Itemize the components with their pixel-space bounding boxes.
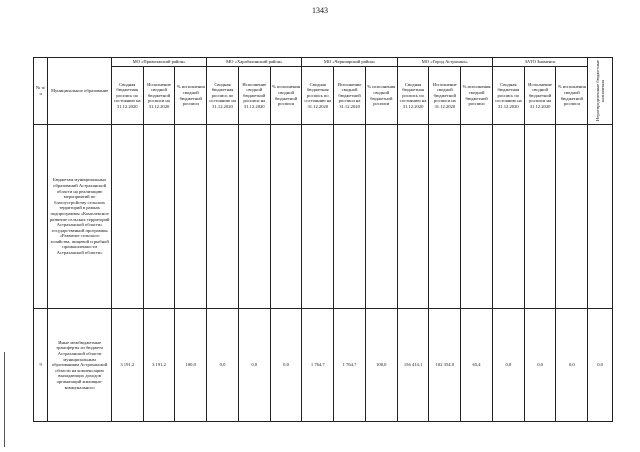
cell-value: 3 191,2 [143,309,175,422]
cell-value: 1 764,7 [334,309,366,422]
sub-header-fact: Исполнение сводной бюджетной росписи на 31.12.2020 [524,67,556,125]
cell-value: 0,0 [492,309,524,422]
cell-value: 0,0 [207,309,239,422]
sub-header-percent: % исполнения сводной бюджетной росписи [461,67,493,125]
cell-value: 0,0 [524,309,556,422]
cell-value [238,125,270,309]
cell-value [492,125,524,309]
row-name: Иные межбюджетные трансферты из бюджета Астраханской области муниципальным образованиям Астраханской области на компенсацию выпадающих доходов организаций жилищно-коммунального [48,309,112,422]
cell-value: 0,0 [588,309,613,422]
group-header-astrakhan: МО «Город Астрахань» [397,58,492,67]
cell-value [588,125,613,309]
cell-value [143,125,175,309]
budget-report-table [33,57,613,422]
sub-header-percent: % исполнения сводной бюджетной росписи [365,67,397,125]
row-number [34,125,48,309]
group-header-chernoyarsky: МО «Черноярский район» [302,58,397,67]
cell-value [556,125,588,309]
cell-value [334,125,366,309]
cell-value: 0,0 [238,309,270,422]
undistributed-header-text: Нераспределенные бюджетные назначения [595,60,606,122]
sub-header-percent: % исполнения сводной бюджетной росписи [556,67,588,125]
sub-header-percent: % исполнения сводной бюджетной росписи [270,67,302,125]
group-header-znamensk: ЗАТО Знаменск [492,58,587,67]
cell-value: 1 764,7 [302,309,334,422]
sub-header-plan: Сводная бюджетная роспись по состоянию на 31.12.2020 [492,67,524,125]
sub-header-plan: Сводная бюджетная роспись по состоянию на 31.12.2020 [111,67,143,125]
cell-value: 3 191,2 [111,309,143,422]
cell-value: 100,0 [365,309,397,422]
row-number: 9 [34,309,48,422]
sub-header-plan: Сводная бюджетная роспись по состоянию на 31.12.2020 [302,67,334,125]
cell-value [397,125,429,309]
table-row [34,309,613,422]
table-row [34,125,613,309]
cell-value [461,125,493,309]
cell-value [207,125,239,309]
cell-value: 156 414,1 [397,309,429,422]
cell-value: 102 354,0 [429,309,461,422]
sub-header-plan: Сводная бюджетная роспись по состоянию на 31.12.2020 [397,67,429,125]
cell-value: 65,4 [461,309,493,422]
cell-value [111,125,143,309]
cell-value [270,125,302,309]
cell-value [175,125,207,309]
name-column-header: Муниципальное образование [48,58,112,125]
page-number: 1343 [312,6,328,15]
group-header-kharabalinsky: МО «Харабалинский район» [207,58,302,67]
cell-value: 100,0 [175,309,207,422]
cell-value [429,125,461,309]
sub-header-fact: Исполнение сводной бюджетной росписи на 31.12.2020 [429,67,461,125]
num-column-header: № п/п [34,58,48,125]
undistributed-header [588,58,613,125]
group-header-privolzhsky: МО «Приволжский район» [111,58,206,67]
scan-edge-mark [4,352,5,447]
row-name: Бюджетам муниципальных образований Астраханской области на реализацию мероприятий по благоустройству сельских территорий в рамках подпрограммы «Комплексное развитие сельских территорий Астраханской области» государственной программы «Развитие сельского хозяйства, пищевой и рыбной промышленности Астраханской области» [48,125,112,309]
cell-value [302,125,334,309]
sub-header-plan: Сводная бюджетная роспись по состоянию на 31.12.2020 [207,67,239,125]
sub-header-percent: % исполнения сводной бюджетной росписи [175,67,207,125]
sub-header-fact: Исполнение сводной бюджетной росписи на 31.12.2020 [143,67,175,125]
cell-value [365,125,397,309]
cell-value: 0,0 [556,309,588,422]
cell-value [524,125,556,309]
sub-header-fact: Исполнение сводной бюджетной росписи на 31.12.2020 [238,67,270,125]
cell-value: 0,0 [270,309,302,422]
sub-header-fact: Исполнение сводной бюджетной росписи на 31.12.2020 [334,67,366,125]
